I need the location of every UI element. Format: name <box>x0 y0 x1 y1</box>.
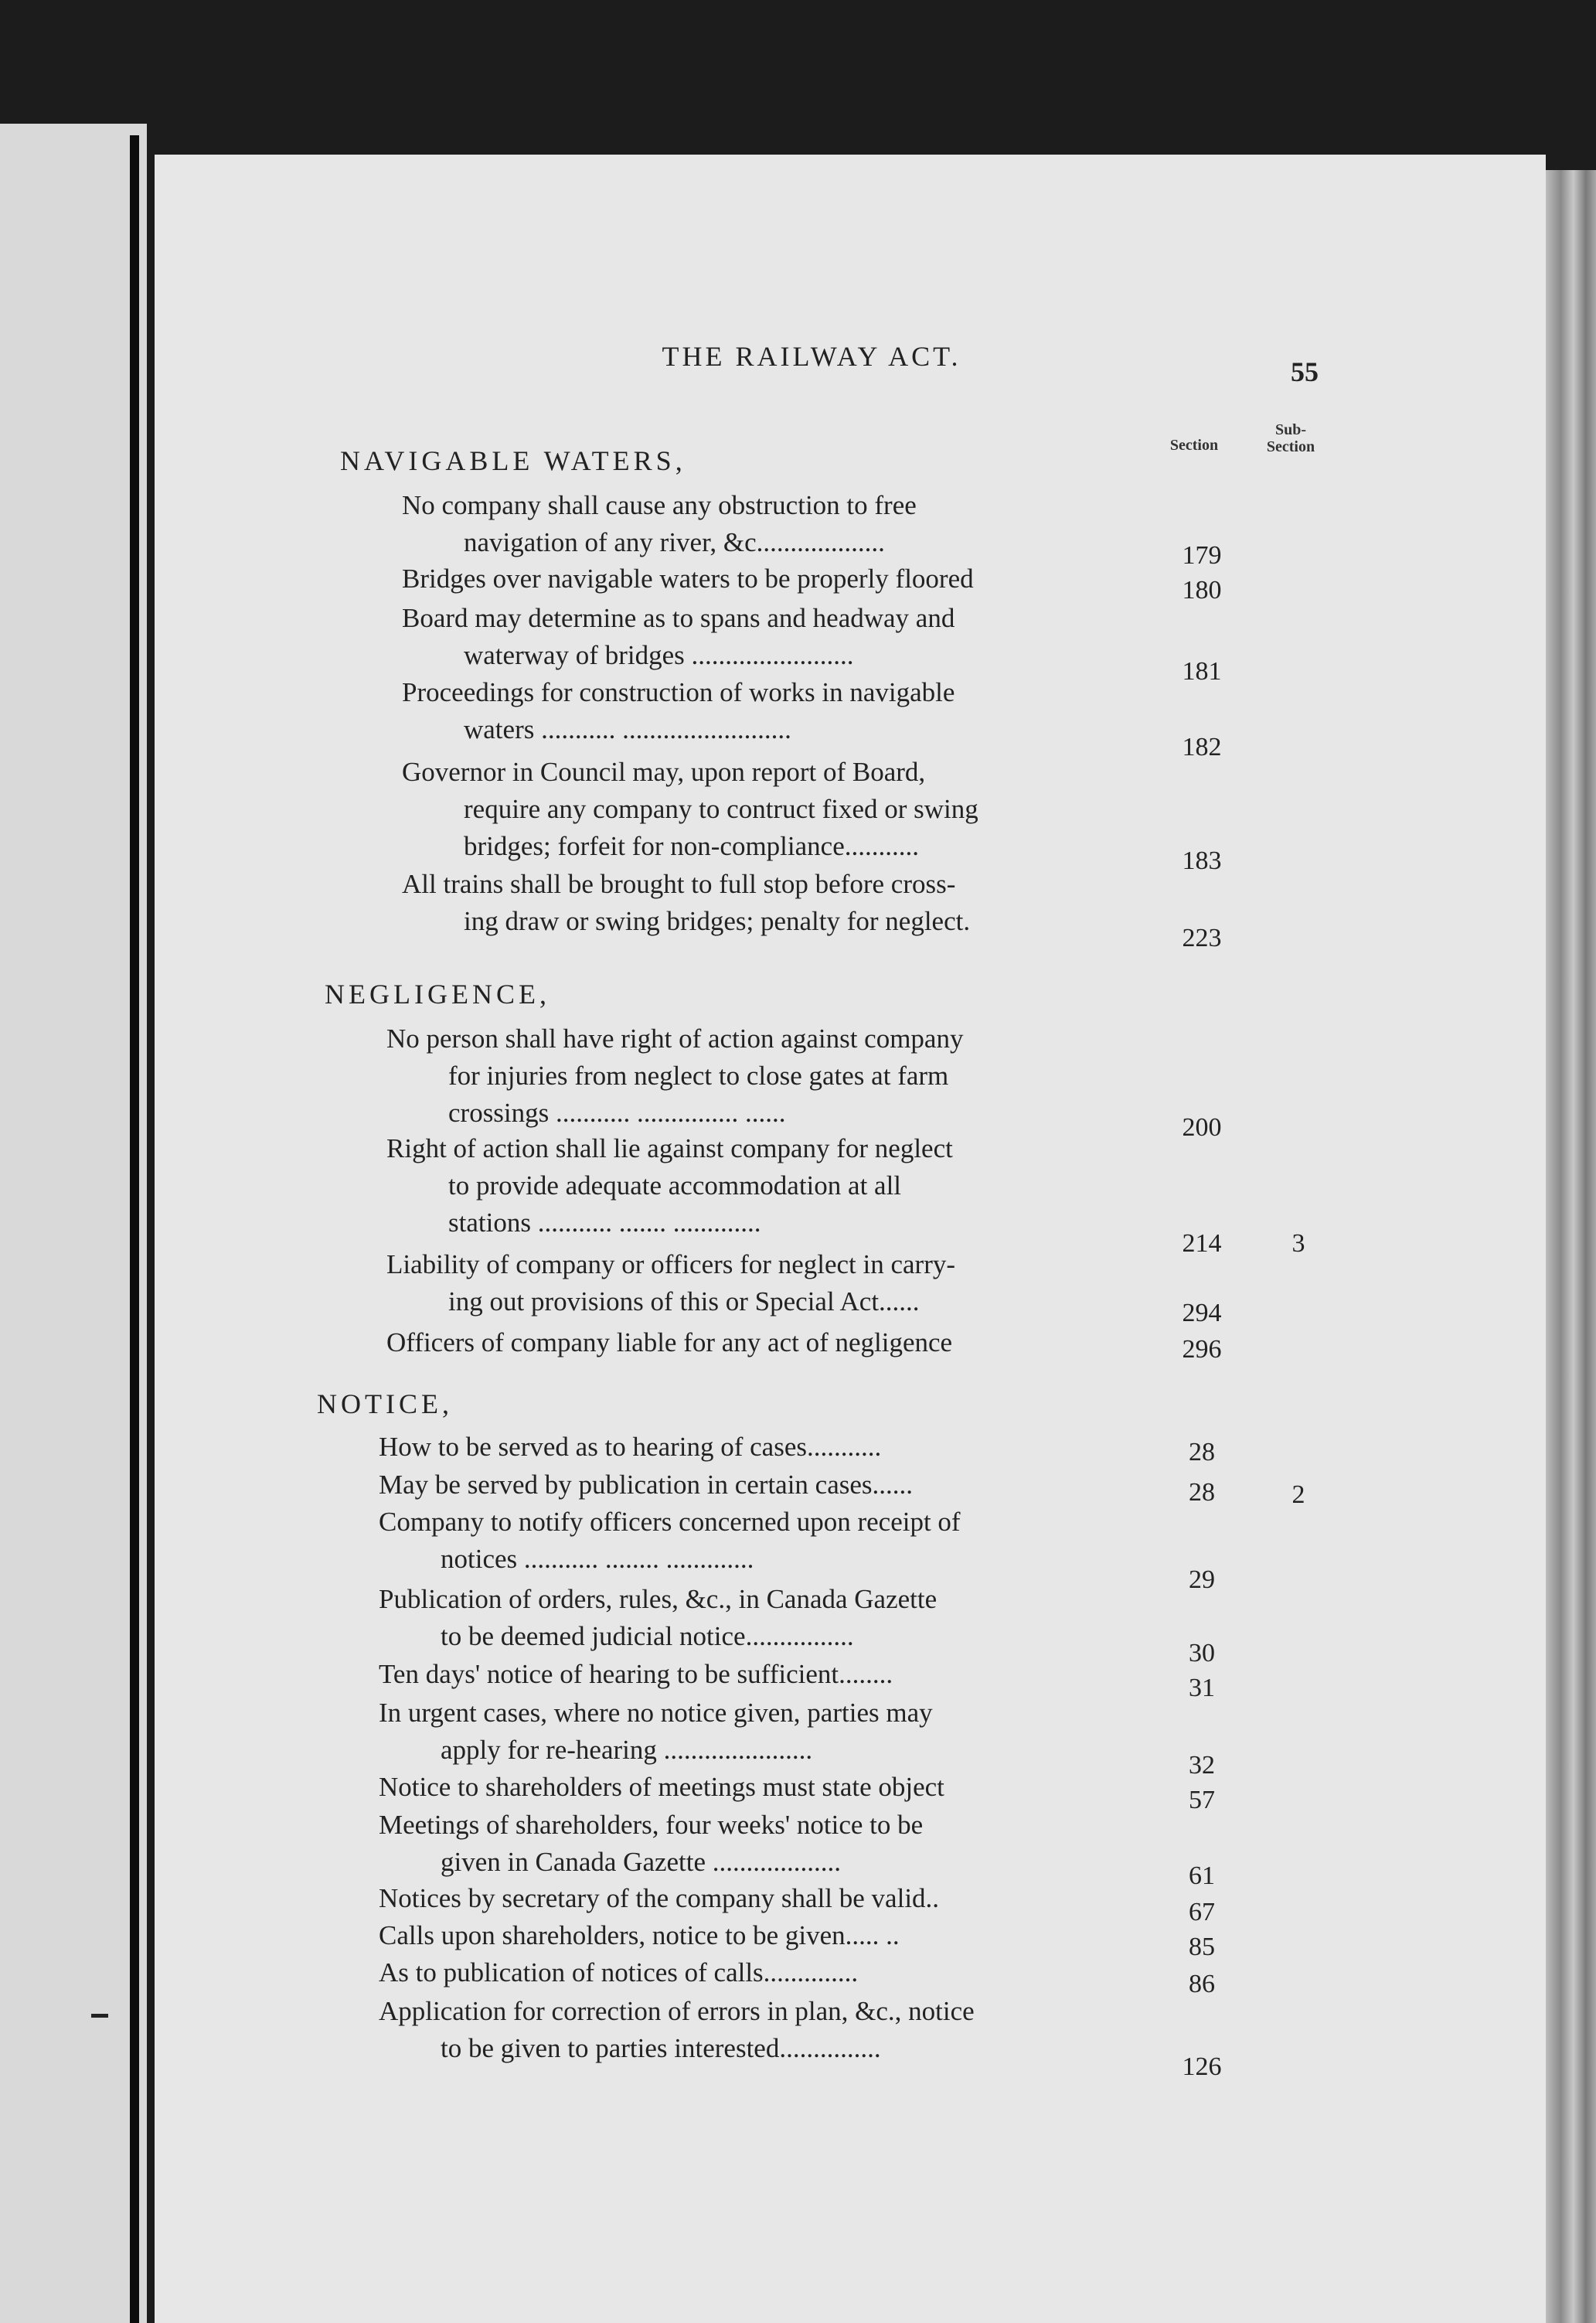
section-number: 294 <box>1182 1299 1222 1327</box>
index-entry <box>379 1880 1144 1917</box>
index-entry <box>402 560 1144 598</box>
index-entry <box>386 1130 1144 1242</box>
section-number: 31 <box>1189 1674 1215 1702</box>
index-entry <box>379 1954 1144 1991</box>
section-number: 200 <box>1182 1113 1222 1142</box>
entry-line: given in Canada Gazette ................... <box>441 1847 842 1877</box>
entry-line: Governor in Council may, upon report of Board, <box>402 757 926 787</box>
index-entry <box>386 1020 1144 1132</box>
section-number: 183 <box>1182 846 1222 875</box>
entry-line: require any company to contruct fixed or swing <box>464 794 978 824</box>
entry-line: May be served by publication in certain cases...... <box>379 1470 914 1500</box>
index-heading: NAVIGABLE WATERS, <box>340 445 686 476</box>
entry-line: As to publication of notices of calls.............. <box>379 1957 859 1987</box>
index-entry <box>379 1429 1144 1466</box>
entry-line: Officers of company liable for any act of negligence <box>386 1327 953 1357</box>
entry-line: bridges; forfeit for non-compliance........... <box>464 831 919 861</box>
index-entry <box>402 866 1144 940</box>
entry-line: to provide adequate accommodation at all <box>448 1170 902 1201</box>
page-number: 55 <box>1291 356 1319 387</box>
entry-line: apply for re-hearing ...................... <box>441 1735 813 1765</box>
section-number: 28 <box>1189 1478 1215 1507</box>
index-heading: NOTICE, <box>317 1388 453 1419</box>
section-column-heading: Section <box>1169 437 1219 454</box>
subsection-number: 3 <box>1291 1229 1305 1258</box>
section-number: 32 <box>1189 1751 1215 1780</box>
section-number: 29 <box>1189 1565 1215 1594</box>
section-number: 61 <box>1189 1861 1215 1890</box>
entry-line: Publication of orders, rules, &c., in Canada Gazette <box>379 1584 938 1614</box>
index-entry <box>386 1246 1144 1320</box>
entry-line: waters ........... ......................... <box>464 714 791 744</box>
entry-line: Company to notify officers concerned upon receipt of <box>379 1507 961 1537</box>
section-number: 214 <box>1182 1229 1222 1258</box>
index-entry <box>379 1466 1144 1504</box>
gutter-mark <box>91 2014 108 2018</box>
entry-line: crossings ........... ............... ...... <box>448 1098 786 1128</box>
entry-line: navigation of any river, &c................... <box>464 527 885 557</box>
section-number: 180 <box>1182 576 1222 605</box>
entry-line: Notices by secretary of the company shall be valid.. <box>379 1883 940 1913</box>
index-entry <box>379 1807 1144 1881</box>
section-number: 126 <box>1182 2052 1222 2081</box>
entry-line: Board may determine as to spans and headway and <box>402 603 955 633</box>
entry-line: to be deemed judicial notice................ <box>441 1621 854 1651</box>
section-number: 182 <box>1182 733 1222 761</box>
running-title: THE RAILWAY ACT. <box>662 341 961 372</box>
entry-line: Bridges over navigable waters to be properly floored <box>402 564 974 594</box>
entry-line: Application for correction of errors in plan, &c., notice <box>379 1996 975 2026</box>
entry-line: for injuries from neglect to close gates at farm <box>448 1061 949 1091</box>
index-entry <box>379 1656 1144 1693</box>
index-entry <box>402 487 1144 561</box>
subsection-number: 2 <box>1291 1480 1305 1509</box>
section-number: 57 <box>1189 1786 1215 1814</box>
entry-line: Calls upon shareholders, notice to be given..... .. <box>379 1920 900 1950</box>
section-number: 67 <box>1189 1898 1215 1926</box>
index-entry <box>379 1504 1144 1578</box>
index-entry <box>379 1993 1144 2067</box>
entry-line: ing draw or swing bridges; penalty for neglect. <box>464 906 971 936</box>
entry-line: In urgent cases, where no notice given, parties may <box>379 1698 933 1728</box>
entry-line: Meetings of shareholders, four weeks' notice to be <box>379 1810 924 1840</box>
index-heading: NEGLIGENCE, <box>325 979 550 1010</box>
index-entry <box>402 754 1144 865</box>
section-number: 28 <box>1189 1438 1215 1466</box>
entry-line: Notice to shareholders of meetings must state object <box>379 1772 944 1802</box>
section-number: 86 <box>1189 1970 1215 1998</box>
section-number: 85 <box>1189 1933 1215 1961</box>
entry-line: No company shall cause any obstruction to free <box>402 490 917 520</box>
index-entry <box>379 1917 1144 1954</box>
entry-line: No person shall have right of action against company <box>386 1024 964 1054</box>
section-number: 296 <box>1182 1335 1222 1364</box>
index-entry <box>379 1695 1144 1769</box>
facing-page-edge <box>0 124 147 2323</box>
entry-line: Right of action shall lie against company for neglect <box>386 1133 953 1163</box>
section-number: 223 <box>1182 924 1222 952</box>
entry-line: ing out provisions of this or Special Act...... <box>448 1286 920 1316</box>
entry-line: to be given to parties interested............... <box>441 2033 881 2063</box>
page-stack-edge <box>1546 170 1596 2323</box>
entry-line: Ten days' notice of hearing to be sufficient........ <box>379 1659 893 1689</box>
entry-line: How to be served as to hearing of cases........... <box>379 1432 882 1462</box>
index-entry <box>386 1324 1144 1361</box>
index-entry <box>402 600 1144 674</box>
section-number: 179 <box>1182 541 1222 570</box>
entry-line: Liability of company or officers for neglect in carry- <box>386 1249 956 1279</box>
entry-line: All trains shall be brought to full stop before cross- <box>402 869 956 899</box>
entry-line: waterway of bridges ........................ <box>464 640 854 670</box>
entry-line: stations ........... ....... ............. <box>448 1207 761 1238</box>
section-number: 181 <box>1182 657 1222 686</box>
book-gutter <box>130 135 139 2323</box>
subsection-column-heading: Sub- Section <box>1266 421 1315 455</box>
index-entry <box>402 674 1144 748</box>
section-number: 30 <box>1189 1639 1215 1667</box>
entry-line: Proceedings for construction of works in navigable <box>402 677 955 707</box>
index-entry <box>379 1769 1144 1806</box>
index-entry <box>379 1581 1144 1655</box>
entry-line: notices ........... ........ ............. <box>441 1544 754 1574</box>
